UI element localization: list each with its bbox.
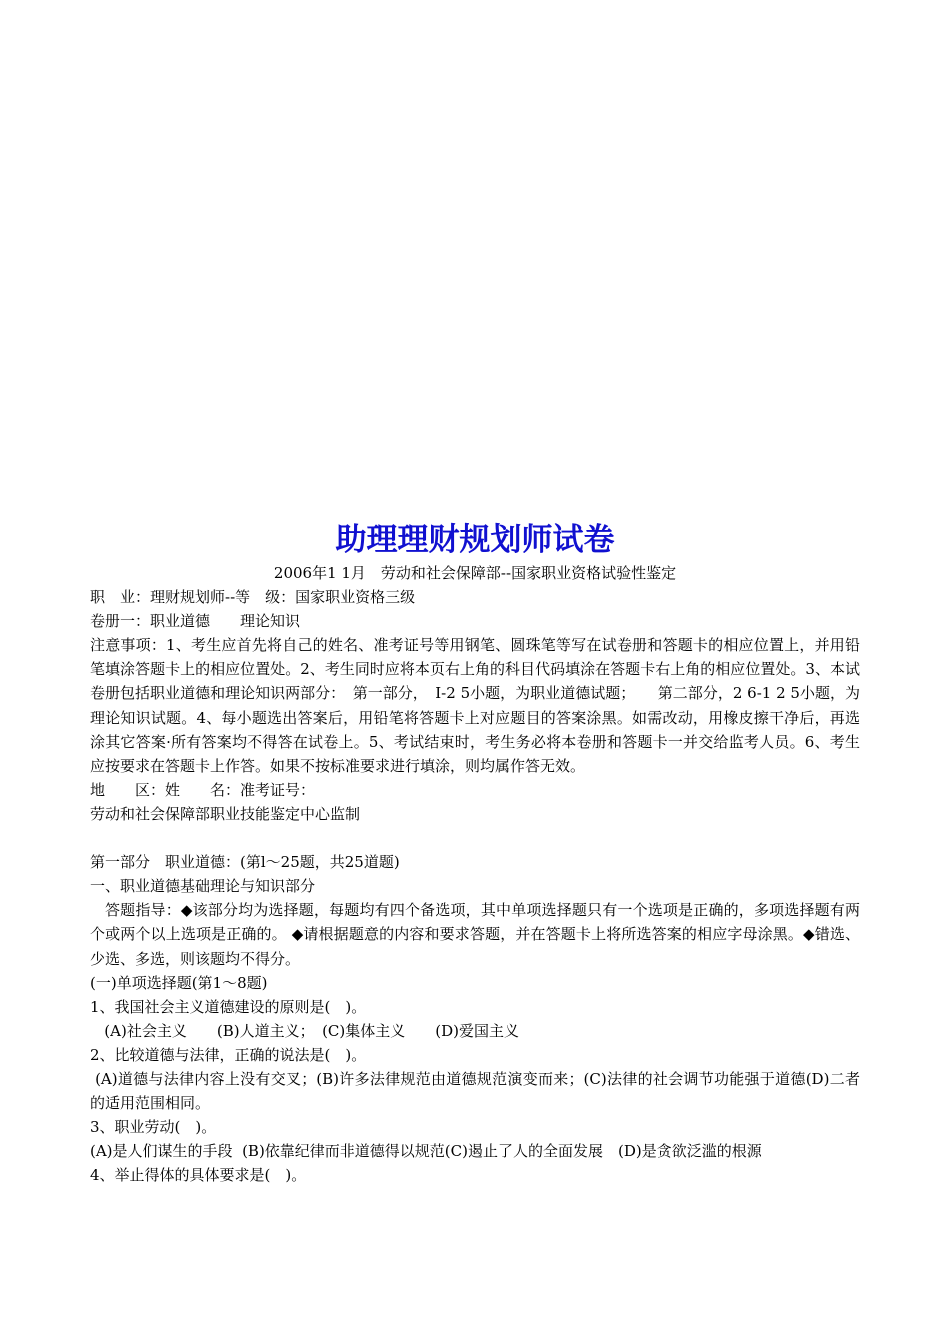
document-page	[90, 518, 860, 1187]
document-subtitle: 2006年1 1月 劳动和社会保障部--国家职业资格试验性鉴定	[273, 564, 677, 582]
notice-paragraph: 注意事项：1、考生应首先将自己的姓名、准考证号等用钢笔、圆珠笔等写在试卷册和答题卡的相应位置上，并用铅笔填涂答题卡上的相应位置处。2、考生同时应将本页右上角的科目代码填涂在答题卡右上角的相应位置处。3、本试卷册包括职业道德和理论知识两部分： 第一部分， I-2 5小题，为职业道德试题； 第二部分，2 6-1 2 5小题，为理论知识试题。4、每小题选出答案后，用铅笔将答题卡上对应题目的答案涂黑。如需改动，用橡皮擦干净后，再选涂其它答案·所有答案均不得答在试卷上。5、考试结束时，考生务必将本卷册和答题卡一并交给监考人员。6、考生应按要求在答题卡上作答。如果不按标准要求进行填涂，则均属作答无效。	[90, 636, 860, 776]
part1-heading: 第一部分 职业道德：(第l～25题，共25道题)	[90, 853, 400, 872]
info-line-candidate: 地 区：姓 名：准考证号：	[90, 781, 316, 800]
instructions-paragraph: 答题指导：◆该部分均为选择题，每题均有四个备选项，其中单项选择题只有一个选项是正确的，多项选择题有两个或两个以上选项是正确的。 ◆请根据题意的内容和要求答题，并在答题卡上将所选答案的相应字母涂黑。◆错选、少选、多选，则该题均不得分。	[90, 901, 860, 968]
question-3-stem: 3、职业劳动( )。	[90, 1118, 217, 1137]
header-line-volume: 卷册一：职业道德 理论知识	[90, 612, 301, 630]
single-choice-heading: (一)单项选择题(第1～8题)	[90, 973, 268, 992]
header-line-occupation: 职 业：理财规划师--等 级：国家职业资格三级	[90, 588, 416, 606]
question-3-options: (A)是人们谋生的手段 (B)依靠纪律而非道德得以规范(C)遏止了人的全面发展 (D)是贪欲泛滥的根源	[90, 1142, 762, 1161]
section1-heading: 一、职业道德基础理论与知识部分	[90, 877, 316, 896]
question-2-stem: 2、比较道德与法律，正确的说法是( )。	[90, 1045, 367, 1064]
question-1-options: (A)社会主义 (B)人道主义； (C)集体主义 (D)爱国主义	[90, 1021, 519, 1040]
question-4-stem: 4、举止得体的具体要求是( )。	[90, 1166, 307, 1185]
question-1-stem: 1、我国社会主义道德建设的原则是( )。	[90, 997, 367, 1016]
question-2-options: (A)道德与法律内容上没有交叉；(B)许多法律规范由道德规范演变而来；(C)法律的社会调节功能强于道德(D)二者的适用范围相同。	[90, 1069, 860, 1113]
info-line-supervisor: 劳动和社会保障部职业技能鉴定中心监制	[90, 805, 361, 824]
document-title: 助理理财规划师试卷	[335, 522, 615, 558]
blank-line	[90, 826, 860, 850]
